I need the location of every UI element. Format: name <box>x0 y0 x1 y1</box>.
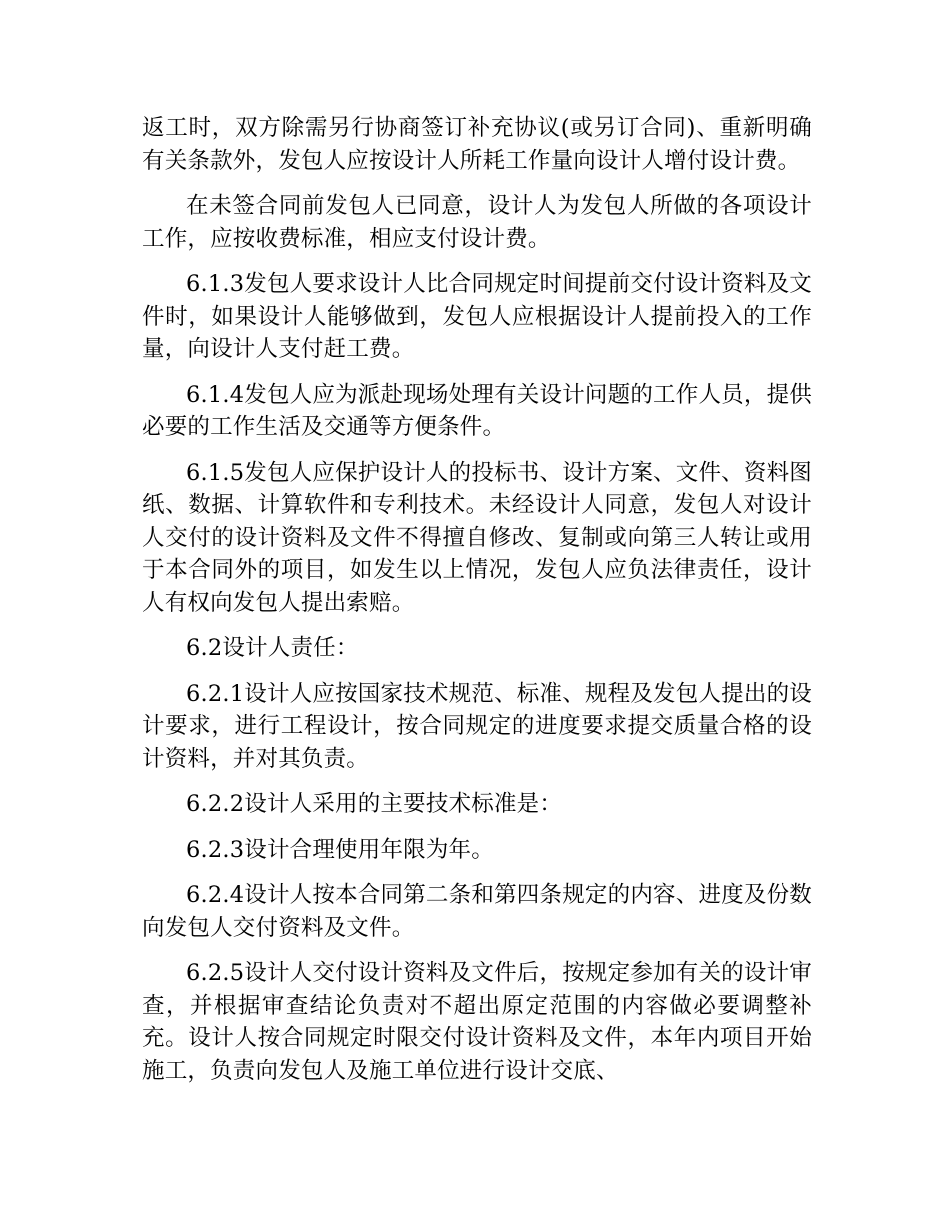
clause-6-1-5: 6.1.5发包人应保护设计人的投标书、设计方案、文件、资料图纸、数据、计算软件和专利技术。未经设计人同意，发包人对设计人交付的设计资料及文件不得擅自修改、复制或向第三人转让或用于本合同外的项目，如发生以上情况，发包人应负法律责任，设计人有权向发包人提出索赔。 <box>142 459 812 616</box>
clause-6-2-heading: 6.2设计人责任： <box>186 635 359 661</box>
clause-6-2-3: 6.2.3设计合理使用年限为年。 <box>186 836 494 863</box>
paragraph-pre-contract-work: 在未签合同前发包人已同意，设计人为发包人所做的各项设计工作，应按收费标准，相应支付设计费。 <box>142 193 812 252</box>
clause-6-2-4: 6.2.4设计人按本合同第二条和第四条规定的内容、进度及份数向发包人交付资料及文件。 <box>142 882 812 941</box>
clause-6-1-4: 6.1.4发包人应为派赴现场处理有关设计问题的工作人员，提供必要的工作生活及交通等方便条件。 <box>142 381 812 440</box>
clause-6-2-5: 6.2.5设计人交付设计资料及文件后，按规定参加有关的设计审查，并根据审查结论负责对不超出原定范围的内容做必要调整补充。设计人按合同规定时限交付设计资料及文件，本年内项目开始施工，负责向发包人及施工单位进行设计交底、 <box>142 960 812 1084</box>
clause-6-1-3: 6.1.3发包人要求设计人比合同规定时间提前交付设计资料及文件时，如果设计人能够做到，发包人应根据设计人提前投入的工作量，向设计人支付赶工费。 <box>142 271 812 362</box>
paragraph-continuation: 返工时，双方除需另行协商签订补充协议(或另订合同)、重新明确有关条款外，发包人应按设计人所耗工作量向设计人增付设计费。 <box>142 115 812 174</box>
document-body <box>142 112 812 1100</box>
clause-6-2-2: 6.2.2设计人采用的主要技术标准是： <box>186 791 563 817</box>
clause-6-2-1: 6.2.1设计人应按国家技术规范、标准、规程及发包人提出的设计要求，进行工程设计，按合同规定的进度要求提交质量合格的设计资料，并对其负责。 <box>142 680 812 772</box>
